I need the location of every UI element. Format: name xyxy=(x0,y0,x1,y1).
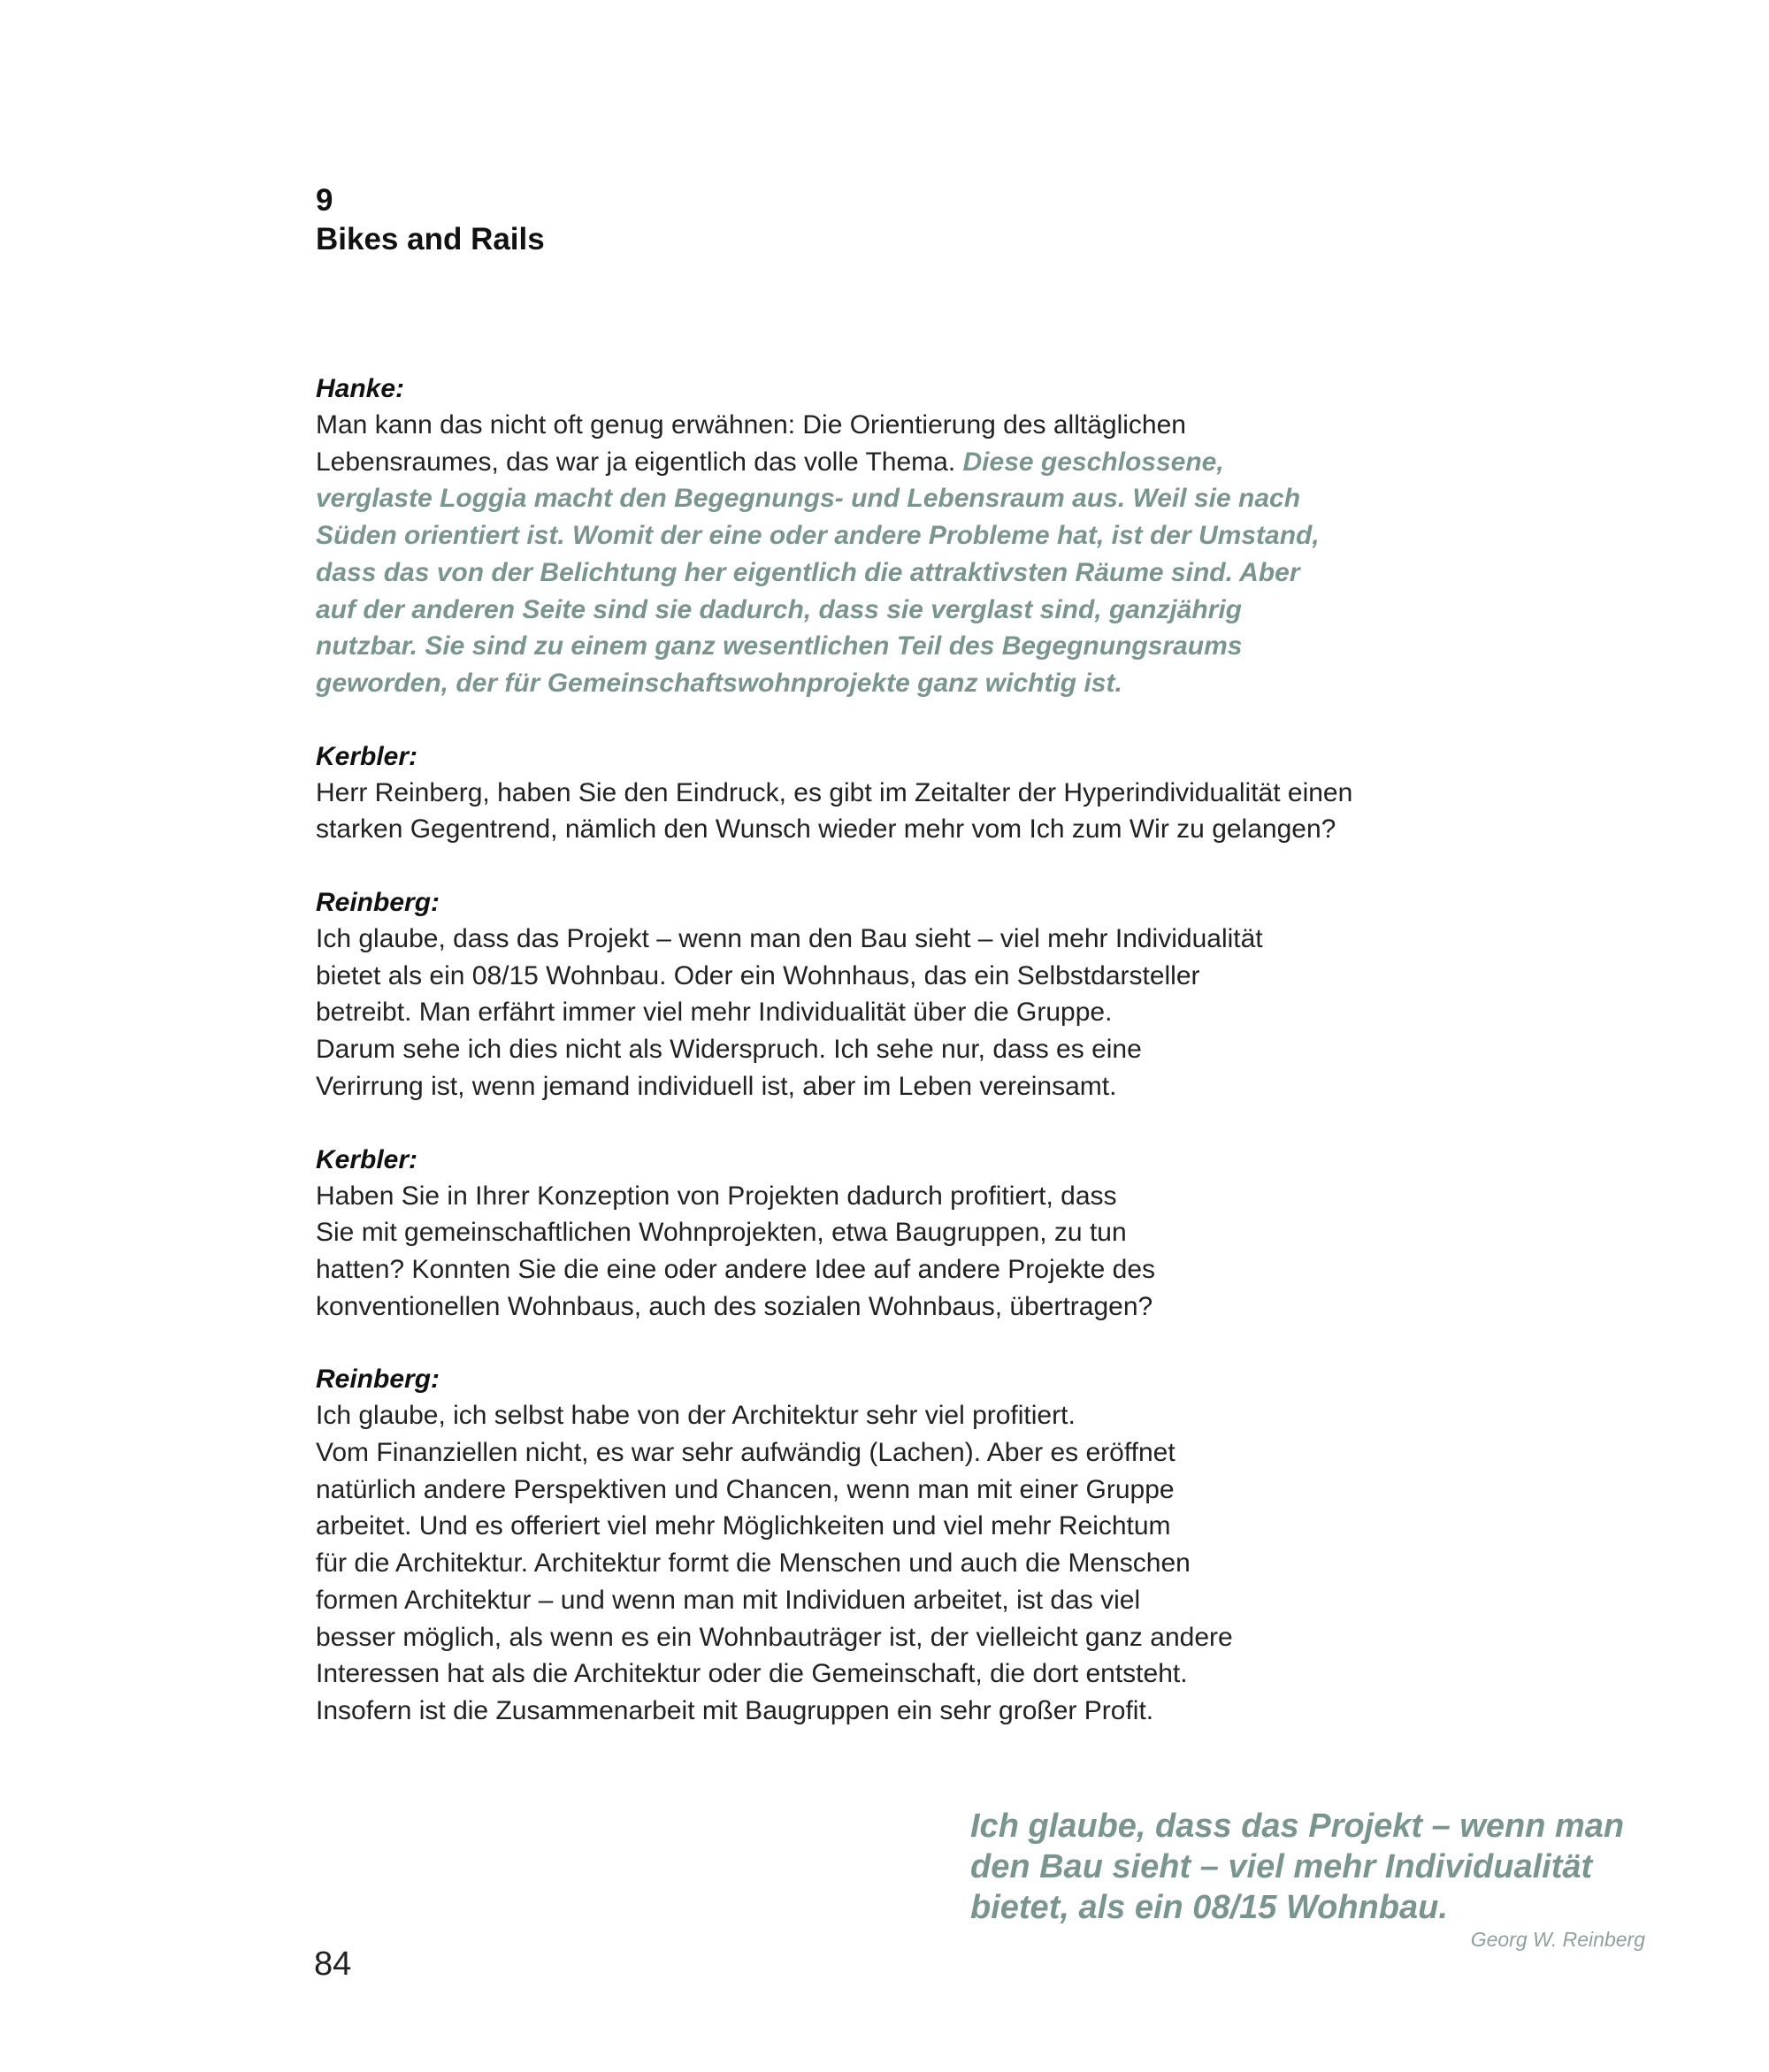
speaker-name: Reinberg: xyxy=(316,1365,440,1395)
pull-quote xyxy=(970,1806,1696,1928)
text-line xyxy=(316,1545,1466,1582)
speaker-name: Hanke: xyxy=(316,374,405,403)
pull-quote-attribution: Georg W. Reinberg xyxy=(1470,1928,1645,1951)
plain-text: hatten? Konnten Sie die eine oder andere Idee auf andere Projekte des xyxy=(316,1254,1156,1284)
plain-text: Insofern ist die Zusammenarbeit mit Baugruppen ein sehr großer Profit. xyxy=(316,1695,1154,1725)
text-line xyxy=(316,517,1466,554)
highlighted-text: Süden orientiert ist. Womit der eine oder andere Probleme hat, ist der Umstand, xyxy=(316,521,1320,551)
dialogue-text xyxy=(316,1397,1466,1729)
text-line xyxy=(316,775,1466,812)
plain-text: formen Architektur – und wenn man mit Individuen arbeitet, ist das viel xyxy=(316,1585,1141,1615)
chapter-title: Bikes and Rails xyxy=(316,222,545,256)
highlighted-text: nutzbar. Sie sind zu einem ganz wesentlichen Teil des Begegnungsraums xyxy=(316,631,1243,661)
text-line xyxy=(316,628,1466,665)
interview-body xyxy=(316,371,1466,1766)
plain-text: besser möglich, als wenn es ein Wohnbauträger ist, der vielleicht ganz andere xyxy=(316,1622,1233,1652)
dialogue-text xyxy=(316,775,1466,848)
dialogue-block xyxy=(316,1361,1466,1729)
text-line xyxy=(316,407,1466,444)
dialogue-text xyxy=(316,1178,1466,1326)
text-line xyxy=(316,444,1466,481)
highlighted-text: verglaste Loggia macht den Begegnungs- und Lebensraum aus. Weil sie nach xyxy=(316,484,1301,514)
plain-text: arbeitet. Und es offeriert viel mehr Möglichkeiten und viel mehr Reichtum xyxy=(316,1511,1171,1541)
dialogue-block xyxy=(316,1142,1466,1326)
plain-text: Ich glaube, dass das Projekt – wenn man den Bau sieht – viel mehr Individualität xyxy=(316,924,1263,954)
plain-text: starken Gegentrend, nämlich den Wunsch wieder mehr vom Ich zum Wir zu gelangen? xyxy=(316,814,1336,845)
plain-text: Man kann das nicht oft genug erwähnen: Die Orientierung des alltäglichen xyxy=(316,410,1186,440)
plain-text: Lebensraumes, das war ja eigentlich das volle Thema. xyxy=(316,447,963,477)
highlighted-text: geworden, der für Gemeinschaftswohnprojekte ganz wichtig ist. xyxy=(316,668,1122,698)
text-line xyxy=(316,1178,1466,1215)
plain-text: konventionellen Wohnbaus, auch des sozialen Wohnbaus, übertragen? xyxy=(316,1291,1153,1321)
plain-text: Ich glaube, ich selbst habe von der Architektur sehr viel profitiert. xyxy=(316,1401,1076,1431)
chapter-heading xyxy=(316,181,545,259)
text-line xyxy=(316,1472,1466,1509)
text-line xyxy=(316,1508,1466,1545)
dialogue-block xyxy=(316,738,1466,848)
page-number: 84 xyxy=(314,1946,352,1983)
text-line xyxy=(316,1655,1466,1693)
plain-text: natürlich andere Perspektiven und Chancen, wenn man mit einer Gruppe xyxy=(316,1474,1175,1504)
plain-text: bietet als ein 08/15 Wohnbau. Oder ein Wohnhaus, das ein Selbstdarsteller xyxy=(316,960,1200,990)
plain-text: Verirrung ist, wenn jemand individuell ist, aber im Leben vereinsamt. xyxy=(316,1071,1117,1101)
text-line xyxy=(316,1068,1466,1105)
pull-quote-line: bietet, als ein 08/15 Wohnbau. xyxy=(970,1889,1448,1926)
text-line xyxy=(316,592,1466,629)
dialogue-block xyxy=(316,884,1466,1105)
text-line xyxy=(316,1031,1466,1068)
text-line xyxy=(316,811,1466,848)
text-line xyxy=(316,958,1466,995)
highlighted-text: dass das von der Belichtung her eigentlich die attraktivsten Räume sind. Aber xyxy=(316,557,1300,587)
pull-quote-line: den Bau sieht – viel mehr Individualität xyxy=(970,1848,1593,1885)
dialogue-block xyxy=(316,371,1466,702)
text-line xyxy=(316,1214,1466,1251)
dialogue-text xyxy=(316,407,1466,702)
text-line xyxy=(316,665,1466,702)
dialogue-text xyxy=(316,921,1466,1105)
text-line xyxy=(316,1693,1466,1730)
text-line xyxy=(316,1619,1466,1656)
highlighted-text: Diese geschlossene, xyxy=(962,447,1224,477)
plain-text: Herr Reinberg, haben Sie den Eindruck, es gibt im Zeitalter der Hyperindividualität einen xyxy=(316,777,1353,807)
chapter-number: 9 xyxy=(316,183,333,218)
text-line xyxy=(316,1397,1466,1434)
plain-text: Sie mit gemeinschaftlichen Wohnprojekten, etwa Baugruppen, zu tun xyxy=(316,1218,1127,1248)
pull-quote-line: Ich glaube, dass das Projekt – wenn man xyxy=(970,1808,1625,1845)
speaker-name: Kerbler: xyxy=(316,741,418,771)
text-line xyxy=(316,1434,1466,1472)
plain-text: für die Architektur. Architektur formt die Menschen und auch die Menschen xyxy=(316,1548,1191,1579)
text-line xyxy=(316,1582,1466,1619)
plain-text: Interessen hat als die Architektur oder die Gemeinschaft, die dort entsteht. xyxy=(316,1659,1188,1689)
speaker-name: Reinberg: xyxy=(316,888,440,918)
plain-text: Darum sehe ich dies nicht als Widerspruch. Ich sehe nur, dass es eine xyxy=(316,1035,1142,1065)
text-line xyxy=(316,921,1466,958)
speaker-name: Kerbler: xyxy=(316,1144,418,1174)
text-line xyxy=(316,554,1466,592)
text-line xyxy=(316,1251,1466,1288)
text-line xyxy=(316,480,1466,517)
highlighted-text: auf der anderen Seite sind sie dadurch, dass sie verglast sind, ganzjährig xyxy=(316,594,1242,624)
plain-text: Haben Sie in Ihrer Konzeption von Projekten dadurch profitiert, dass xyxy=(316,1181,1117,1211)
plain-text: Vom Finanziellen nicht, es war sehr aufwändig (Lachen). Aber es eröffnet xyxy=(316,1438,1176,1468)
text-line xyxy=(316,1288,1466,1326)
text-line xyxy=(316,994,1466,1031)
plain-text: betreibt. Man erfährt immer viel mehr Individualität über die Gruppe. xyxy=(316,998,1113,1028)
